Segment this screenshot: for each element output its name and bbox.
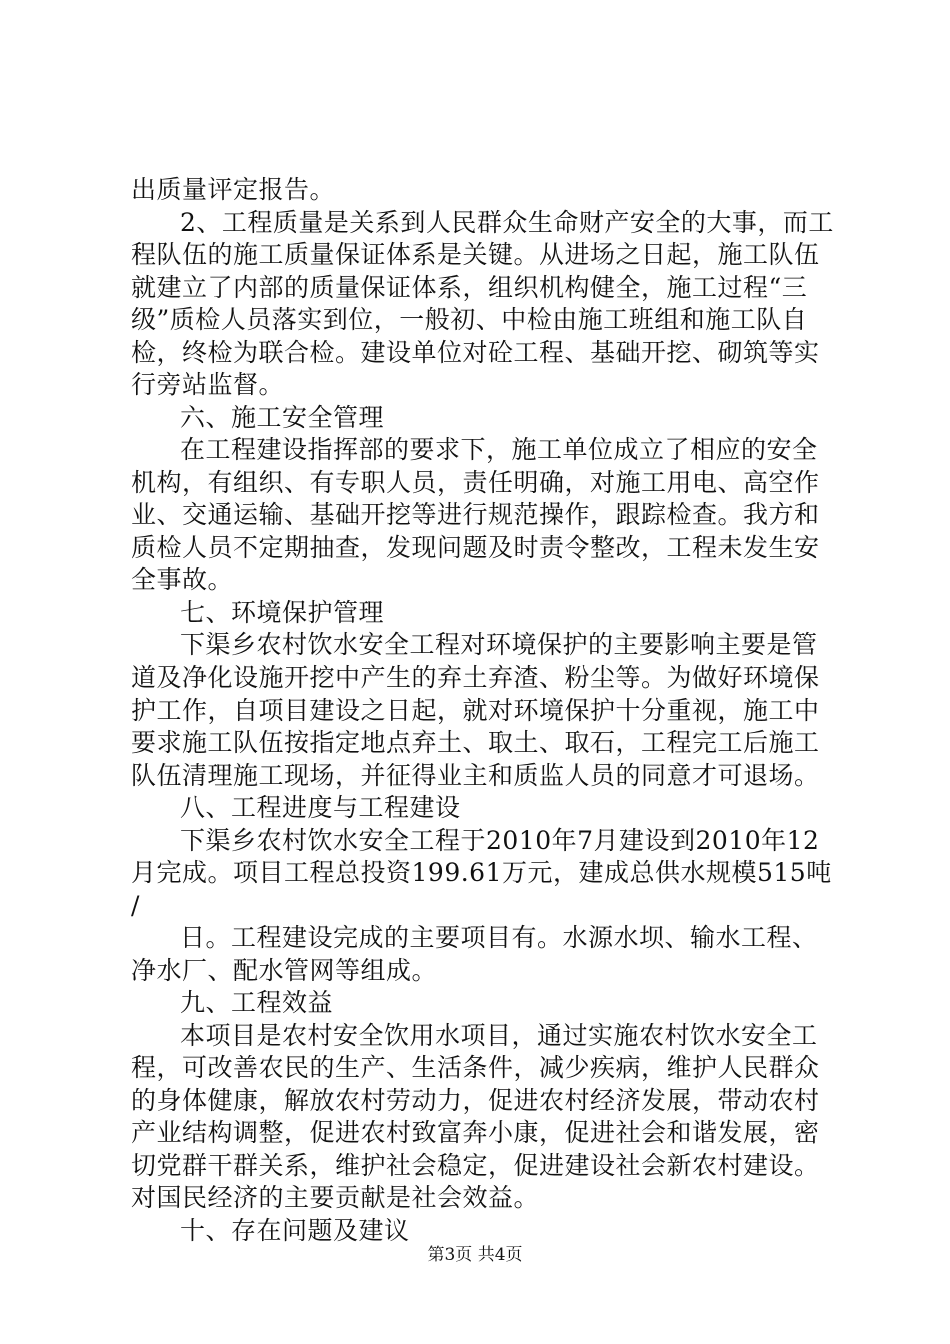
body-text-line: 程，可改善农民的生产、生活条件，减少疾病，维护人民群众	[131, 1053, 820, 1082]
page-footer: 第3页 共4页	[427, 1245, 523, 1265]
body-text-line: 道及净化设施开挖中产生的弃土弃渣、粉尘等。为做好环境保	[131, 663, 820, 692]
paragraph-first-line: 下渠乡农村饮水安全工程对环境保护的主要影响主要是管	[180, 630, 818, 659]
body-text-line: 级”质检人员落实到位，一般初、中检由施工班组和施工队自	[131, 305, 808, 334]
paragraph-first-line: 2、工程质量是关系到人民群众生命财产安全的大事，而工	[180, 208, 834, 237]
body-text-line: 质检人员不定期抽查，发现问题及时责令整改，工程未发生安	[131, 533, 820, 562]
body-text-line: 业、交通运输、基础开挖等进行规范操作，跟踪检查。我方和	[131, 500, 820, 529]
paragraph-first-line: 日。工程建设完成的主要项目有。水源水坝、输水工程、	[180, 923, 818, 952]
paragraph-first-line: 下渠乡农村饮水安全工程于2010年7月建设到2010年12	[180, 826, 820, 855]
section-heading-9: 九、工程效益	[180, 988, 334, 1017]
body-text-line: /	[131, 891, 140, 920]
body-text-line: 检，终检为联合检。建设单位对砼工程、基础开挖、砌筑等实	[131, 338, 820, 367]
body-text-line: 月完成。项目工程总投资199.61万元，建成总供水规模515吨	[131, 858, 832, 887]
body-text-line: 护工作，自项目建设之日起，就对环境保护十分重视，施工中	[131, 696, 820, 725]
body-text-line: 净水厂、配水管网等组成。	[131, 956, 438, 985]
body-text-line: 就建立了内部的质量保证体系，组织机构健全，施工过程“三	[131, 273, 808, 302]
body-text-line: 队伍清理施工现场，并征得业主和质监人员的同意才可退场。	[131, 761, 820, 790]
body-text-line: 的身体健康，解放农村劳动力，促进农村经济发展，带动农村	[131, 1086, 820, 1115]
body-text-line: 程队伍的施工质量保证体系是关键。从进场之日起，施工队伍	[131, 240, 820, 269]
paragraph-first-line: 本项目是农村安全饮用水项目，通过实施农村饮水安全工	[180, 1021, 818, 1050]
body-text-line: 机构，有组织、有专职人员，责任明确，对施工用电、高空作	[131, 468, 820, 497]
body-text-line: 对国民经济的主要贡献是社会效益。	[131, 1183, 540, 1212]
body-text-line: 产业结构调整，促进农村致富奔小康，促进社会和谐发展，密	[131, 1118, 820, 1147]
section-heading-6: 六、施工安全管理	[180, 403, 385, 432]
section-heading-10: 十、存在问题及建议	[180, 1216, 410, 1245]
section-heading-7: 七、环境保护管理	[180, 598, 385, 627]
body-text-line: 要求施工队伍按指定地点弃土、取土、取石，工程完工后施工	[131, 728, 820, 757]
body-text-line: 全事故。	[131, 565, 234, 594]
body-text-line: 切党群干群关系，维护社会稳定，促进建设社会新农村建设。	[131, 1151, 820, 1180]
section-heading-8: 八、工程进度与工程建设	[180, 793, 461, 822]
paragraph-first-line: 在工程建设指挥部的要求下，施工单位成立了相应的安全	[180, 435, 818, 464]
body-text-line: 行旁站监督。	[131, 370, 285, 399]
body-text-line: 出质量评定报告。	[131, 175, 336, 204]
